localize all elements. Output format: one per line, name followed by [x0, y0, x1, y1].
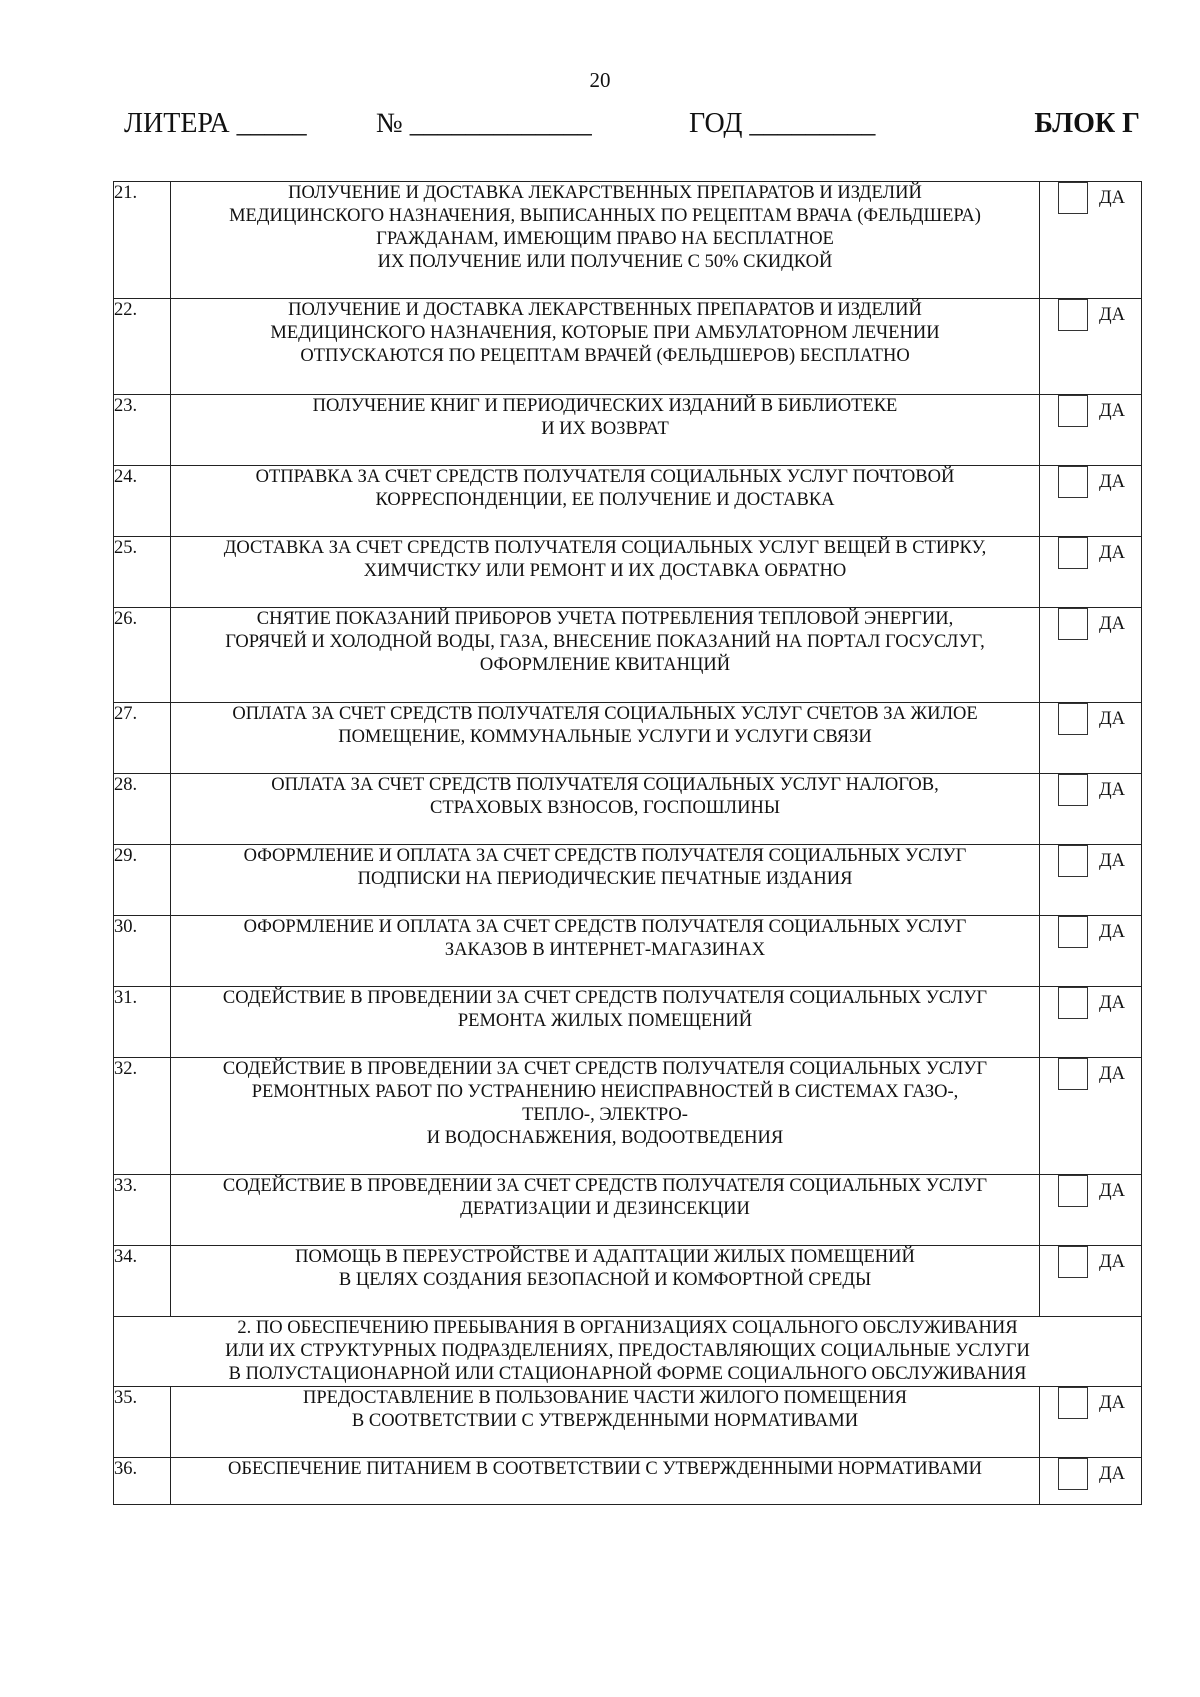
- service-row: [114, 845, 1142, 916]
- yes-checkbox[interactable]: [1058, 1175, 1088, 1207]
- yes-option: [1040, 845, 1141, 877]
- service-row: [114, 395, 1142, 466]
- yes-label: ДА: [1099, 1251, 1125, 1272]
- yes-label: ДА: [1099, 542, 1125, 563]
- service-row: [114, 466, 1142, 537]
- yes-checkbox[interactable]: [1058, 703, 1088, 735]
- yes-option: [1040, 916, 1141, 948]
- yes-option: [1040, 182, 1141, 214]
- service-description-cell: [171, 987, 1040, 1058]
- yes-checkbox[interactable]: [1058, 916, 1088, 948]
- yes-checkbox[interactable]: [1058, 182, 1088, 214]
- yes-option: [1040, 774, 1141, 806]
- service-row: [114, 916, 1142, 987]
- yes-label: ДА: [1099, 304, 1125, 325]
- checkbox-cell: [1040, 916, 1142, 987]
- section-header: [114, 1317, 1142, 1387]
- yes-option: [1040, 1458, 1141, 1490]
- yes-label: ДА: [1099, 1392, 1125, 1413]
- yes-option: [1040, 537, 1141, 569]
- yes-checkbox[interactable]: [1058, 466, 1088, 498]
- service-row: [114, 182, 1142, 299]
- page-number: 20: [589, 68, 611, 92]
- checkbox-cell: [1040, 466, 1142, 537]
- service-description-cell: [171, 916, 1040, 987]
- year-field[interactable]: ГОД _________: [689, 108, 876, 139]
- yes-label: ДА: [1099, 992, 1125, 1013]
- yes-option: [1040, 1246, 1141, 1278]
- row-number: 33.: [114, 1175, 171, 1246]
- yes-label: ДА: [1099, 1063, 1125, 1084]
- service-row: [114, 608, 1142, 703]
- litera-field[interactable]: ЛИТЕРА _____: [124, 108, 307, 139]
- section-2-title: 2. ПО ОБЕСПЕЧЕНИЮ ПРЕБЫВАНИЯ В ОРГАНИЗАЦИЯХ СОЦАЛЬНОГО ОБСЛУЖИВАНИЯ ИЛИ ИХ СТРУКТУРНЫХ ПОДРАЗДЕЛЕНИЯХ, ПРЕДОСТАВЛЯЮЩИХ СОЦИАЛЬНЫЕ УСЛУГИ В ПОЛУСТАЦИОНАРНОЙ ИЛИ СТАЦИОНАРНОЙ ФОРМЕ СОЦИАЛЬНОГО ОБСЛУЖИВАНИЯ: [225, 1318, 1030, 1384]
- yes-checkbox[interactable]: [1058, 299, 1088, 331]
- yes-option: [1040, 395, 1141, 427]
- block-title: БЛОК Г: [1034, 108, 1140, 139]
- yes-option: [1040, 608, 1141, 640]
- yes-option: [1040, 1387, 1141, 1419]
- service-description-cell: [171, 537, 1040, 608]
- services-table: [113, 181, 1142, 1505]
- row-number: 22.: [114, 299, 171, 395]
- row-number: 26.: [114, 608, 171, 703]
- service-description: ПОЛУЧЕНИЕ КНИГ И ПЕРИОДИЧЕСКИХ ИЗДАНИЙ В БИБЛИОТЕКЕ И ИХ ВОЗВРАТ: [312, 396, 898, 439]
- yes-label: ДА: [1099, 850, 1125, 871]
- service-description-cell: [171, 466, 1040, 537]
- yes-checkbox[interactable]: [1058, 1387, 1088, 1419]
- service-description: СОДЕЙСТВИЕ В ПРОВЕДЕНИИ ЗА СЧЕТ СРЕДСТВ ПОЛУЧАТЕЛЯ СОЦИАЛЬНЫХ УСЛУГ РЕМОНТА ЖИЛЫХ ПОМЕЩЕНИЙ: [222, 988, 988, 1031]
- number-field[interactable]: № _____________: [376, 108, 592, 139]
- checkbox-cell: [1040, 299, 1142, 395]
- yes-label: ДА: [1099, 187, 1125, 208]
- service-row: [114, 987, 1142, 1058]
- row-number: 21.: [114, 182, 171, 299]
- checkbox-cell: [1040, 1458, 1142, 1505]
- service-description-cell: [171, 1458, 1040, 1505]
- row-number: 31.: [114, 987, 171, 1058]
- service-description: ОФОРМЛЕНИЕ И ОПЛАТА ЗА СЧЕТ СРЕДСТВ ПОЛУЧАТЕЛЯ СОЦИАЛЬНЫХ УСЛУГ ЗАКАЗОВ В ИНТЕРНЕТ-МАГАЗИНАХ: [243, 917, 967, 960]
- checkbox-cell: [1040, 1175, 1142, 1246]
- service-description: ПОЛУЧЕНИЕ И ДОСТАВКА ЛЕКАРСТВЕННЫХ ПРЕПАРАТОВ И ИЗДЕЛИЙ МЕДИЦИНСКОГО НАЗНАЧЕНИЯ, ВЫПИСАННЫХ ПО РЕЦЕПТАМ ВРАЧА (ФЕЛЬДШЕРА) ГРАЖДАНАМ, ИМЕЮЩИМ ПРАВО НА БЕСПЛАТНОЕ ИХ ПОЛУЧЕНИЕ ИЛИ ПОЛУЧЕНИЕ С 50% СКИДКОЙ: [229, 183, 981, 272]
- row-number: 28.: [114, 774, 171, 845]
- yes-checkbox[interactable]: [1058, 1058, 1088, 1090]
- service-description-cell: [171, 1175, 1040, 1246]
- yes-label: ДА: [1099, 471, 1125, 492]
- yes-checkbox[interactable]: [1058, 1246, 1088, 1278]
- row-number: 23.: [114, 395, 171, 466]
- row-number: 27.: [114, 703, 171, 774]
- service-description-cell: [171, 774, 1040, 845]
- yes-option: [1040, 987, 1141, 1019]
- service-row: [114, 1387, 1142, 1458]
- checkbox-cell: [1040, 1387, 1142, 1458]
- row-number: 32.: [114, 1058, 171, 1175]
- service-row: [114, 1058, 1142, 1175]
- yes-option: [1040, 1175, 1141, 1207]
- service-row: [114, 1246, 1142, 1317]
- yes-option: [1040, 299, 1141, 331]
- service-description-cell: [171, 1246, 1040, 1317]
- service-description-cell: [171, 299, 1040, 395]
- yes-label: ДА: [1099, 613, 1125, 634]
- service-description: ОПЛАТА ЗА СЧЕТ СРЕДСТВ ПОЛУЧАТЕЛЯ СОЦИАЛЬНЫХ УСЛУГ СЧЕТОВ ЗА ЖИЛОЕ ПОМЕЩЕНИЕ, КОММУНАЛЬНЫЕ УСЛУГИ И УСЛУГИ СВЯЗИ: [232, 704, 978, 747]
- yes-label: ДА: [1099, 921, 1125, 942]
- service-description-cell: [171, 182, 1040, 299]
- yes-checkbox[interactable]: [1058, 774, 1088, 806]
- checkbox-cell: [1040, 703, 1142, 774]
- service-description: ОБЕСПЕЧЕНИЕ ПИТАНИЕМ В СООТВЕТСТВИИ С УТВЕРЖДЕННЫМИ НОРМАТИВАМИ: [227, 1459, 983, 1479]
- yes-checkbox[interactable]: [1058, 608, 1088, 640]
- service-description-cell: [171, 845, 1040, 916]
- service-description: ОТПРАВКА ЗА СЧЕТ СРЕДСТВ ПОЛУЧАТЕЛЯ СОЦИАЛЬНЫХ УСЛУГ ПОЧТОВОЙ КОРРЕСПОНДЕНЦИИ, ЕЕ ПОЛУЧЕНИЕ И ДОСТАВКА: [255, 467, 955, 510]
- service-row: [114, 703, 1142, 774]
- service-description-cell: [171, 1058, 1040, 1175]
- row-number: 29.: [114, 845, 171, 916]
- row-number: 30.: [114, 916, 171, 987]
- service-description: ПОЛУЧЕНИЕ И ДОСТАВКА ЛЕКАРСТВЕННЫХ ПРЕПАРАТОВ И ИЗДЕЛИЙ МЕДИЦИНСКОГО НАЗНАЧЕНИЯ, КОТОРЫЕ ПРИ АМБУЛАТОРНОМ ЛЕЧЕНИИ ОТПУСКАЮТСЯ ПО РЕЦЕПТАМ ВРАЧЕЙ (ФЕЛЬДШЕРОВ) БЕСПЛАТНО: [270, 300, 940, 366]
- checkbox-cell: [1040, 608, 1142, 703]
- row-number: 34.: [114, 1246, 171, 1317]
- checkbox-cell: [1040, 1246, 1142, 1317]
- service-description: СОДЕЙСТВИЕ В ПРОВЕДЕНИИ ЗА СЧЕТ СРЕДСТВ ПОЛУЧАТЕЛЯ СОЦИАЛЬНЫХ УСЛУГ ДЕРАТИЗАЦИИ И ДЕЗИНСЕКЦИИ: [222, 1176, 988, 1219]
- yes-option: [1040, 703, 1141, 735]
- row-number: 35.: [114, 1387, 171, 1458]
- service-description: ОФОРМЛЕНИЕ И ОПЛАТА ЗА СЧЕТ СРЕДСТВ ПОЛУЧАТЕЛЯ СОЦИАЛЬНЫХ УСЛУГ ПОДПИСКИ НА ПЕРИОДИЧЕСКИЕ ПЕЧАТНЫЕ ИЗДАНИЯ: [243, 846, 967, 889]
- checkbox-cell: [1040, 1058, 1142, 1175]
- checkbox-cell: [1040, 987, 1142, 1058]
- service-row: [114, 299, 1142, 395]
- service-row: [114, 774, 1142, 845]
- row-number: 24.: [114, 466, 171, 537]
- section-header-row: [114, 1317, 1142, 1387]
- checkbox-cell: [1040, 182, 1142, 299]
- service-description: ПОМОЩЬ В ПЕРЕУСТРОЙСТВЕ И АДАПТАЦИИ ЖИЛЫХ ПОМЕЩЕНИЙ В ЦЕЛЯХ СОЗДАНИЯ БЕЗОПАСНОЙ И КОМФОРТНОЙ СРЕДЫ: [295, 1247, 915, 1290]
- service-description-cell: [171, 608, 1040, 703]
- yes-label: ДА: [1099, 400, 1125, 421]
- yes-checkbox[interactable]: [1058, 537, 1088, 569]
- yes-checkbox[interactable]: [1058, 845, 1088, 877]
- checkbox-cell: [1040, 774, 1142, 845]
- yes-label: ДА: [1099, 1463, 1125, 1484]
- checkbox-cell: [1040, 395, 1142, 466]
- service-description: ПРЕДОСТАВЛЕНИЕ В ПОЛЬЗОВАНИЕ ЧАСТИ ЖИЛОГО ПОМЕЩЕНИЯ В СООТВЕТСТВИИ С УТВЕРЖДЕННЫМИ НОРМАТИВАМИ: [302, 1388, 908, 1431]
- checkbox-cell: [1040, 845, 1142, 916]
- service-row: [114, 537, 1142, 608]
- yes-checkbox[interactable]: [1058, 395, 1088, 427]
- yes-label: ДА: [1099, 708, 1125, 729]
- yes-option: [1040, 1058, 1141, 1090]
- service-row: [114, 1458, 1142, 1505]
- form-header: [124, 108, 1140, 144]
- service-description: СОДЕЙСТВИЕ В ПРОВЕДЕНИИ ЗА СЧЕТ СРЕДСТВ ПОЛУЧАТЕЛЯ СОЦИАЛЬНЫХ УСЛУГ РЕМОНТНЫХ РАБОТ ПО УСТРАНЕНИЮ НЕИСПРАВНОСТЕЙ В СИСТЕМАХ ГАЗО-, ТЕПЛО-, ЭЛЕКТРО- И ВОДОСНАБЖЕНИЯ, ВОДООТВЕДЕНИЯ: [222, 1059, 988, 1148]
- service-description-cell: [171, 395, 1040, 466]
- yes-checkbox[interactable]: [1058, 1458, 1088, 1490]
- service-description-cell: [171, 703, 1040, 774]
- yes-label: ДА: [1099, 1180, 1125, 1201]
- service-description: ДОСТАВКА ЗА СЧЕТ СРЕДСТВ ПОЛУЧАТЕЛЯ СОЦИАЛЬНЫХ УСЛУГ ВЕЩЕЙ В СТИРКУ, ХИМЧИСТКУ ИЛИ РЕМОНТ И ИХ ДОСТАВКА ОБРАТНО: [223, 538, 987, 581]
- yes-option: [1040, 466, 1141, 498]
- yes-checkbox[interactable]: [1058, 987, 1088, 1019]
- service-description: ОПЛАТА ЗА СЧЕТ СРЕДСТВ ПОЛУЧАТЕЛЯ СОЦИАЛЬНЫХ УСЛУГ НАЛОГОВ, СТРАХОВЫХ ВЗНОСОВ, ГОСПОШЛИНЫ: [271, 775, 939, 818]
- service-description-cell: [171, 1387, 1040, 1458]
- row-number: 25.: [114, 537, 171, 608]
- yes-label: ДА: [1099, 779, 1125, 800]
- service-description: СНЯТИЕ ПОКАЗАНИЙ ПРИБОРОВ УЧЕТА ПОТРЕБЛЕНИЯ ТЕПЛОВОЙ ЭНЕРГИИ, ГОРЯЧЕЙ И ХОЛОДНОЙ ВОДЫ, ГАЗА, ВНЕСЕНИЕ ПОКАЗАНИЙ НА ПОРТАЛ ГОСУСЛУГ, ОФОРМЛЕНИЕ КВИТАНЦИЙ: [225, 609, 985, 675]
- checkbox-cell: [1040, 537, 1142, 608]
- row-number: 36.: [114, 1458, 171, 1505]
- service-row: [114, 1175, 1142, 1246]
